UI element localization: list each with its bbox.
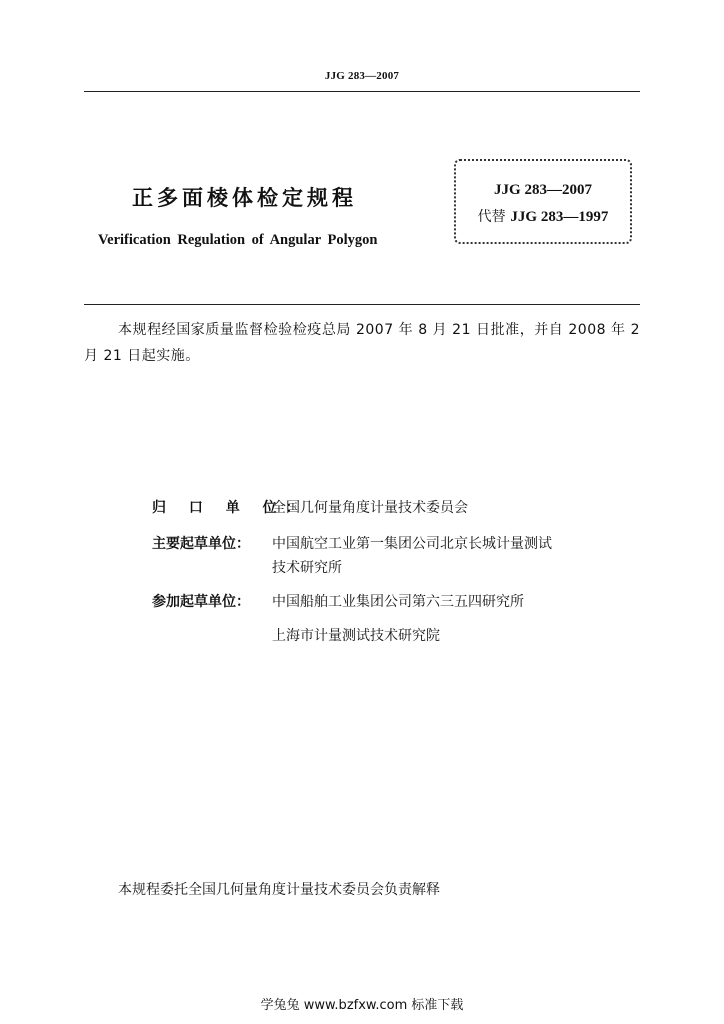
interpretation-note: 本规程委托全国几何量角度计量技术委员会负责解释 [118, 882, 440, 898]
participating-drafter-line-2: 上海市计量测试技术研究院 [272, 628, 440, 644]
participating-drafter-label: 参加起草单位： [152, 594, 250, 610]
header-divider [84, 91, 640, 92]
section-divider [84, 304, 640, 305]
replaces-standard [454, 206, 632, 226]
replaced-standard-code: JJG 283—1997 [510, 209, 609, 225]
document-title-english: Verification Regulation of Angular Polygon [98, 232, 378, 248]
standard-code: JJG 283—2007 [494, 182, 592, 198]
responsible-unit-value: 全国几何量角度计量技术委员会 [272, 500, 468, 516]
document-title-chinese: 正多面棱体检定规程 [132, 186, 357, 210]
header-standard-code: JJG 283—2007 [324, 70, 400, 82]
approval-statement: 本规程经国家质量监督检验检疫总局 2007 年 8 月 21 日批准，并自 2008 年 2 月 21 日起实施。 [84, 322, 640, 364]
participating-drafter-line-1: 中国船舶工业集团公司第六三五四研究所 [272, 594, 524, 610]
standard-code-box [454, 159, 632, 244]
main-drafter-line-1: 中国航空工业第一集团公司北京长城计量测试 [272, 536, 552, 552]
replaces-prefix: 代替 [477, 209, 506, 225]
download-watermark: 学兔兔 www.bzfxw.com 标准下载 [260, 998, 464, 1013]
main-drafter-line-2: 技术研究所 [272, 560, 342, 576]
responsible-unit-label: 归 口 单 位： [152, 500, 309, 516]
main-drafter-label: 主要起草单位： [152, 536, 250, 552]
